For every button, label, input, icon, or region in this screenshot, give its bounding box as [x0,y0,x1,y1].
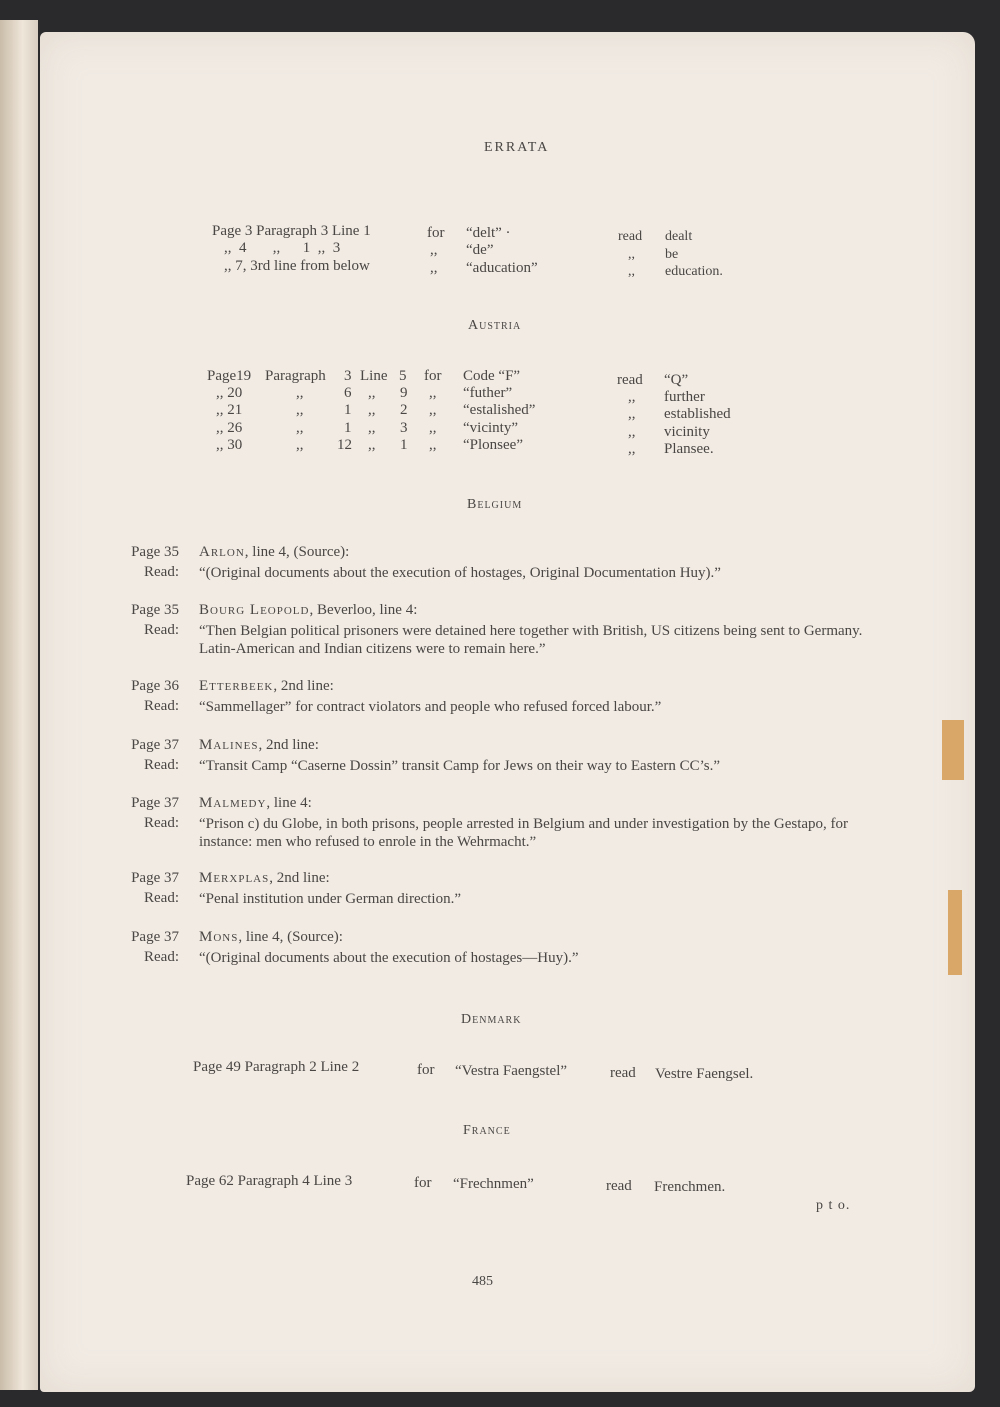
page-title: ERRATA [484,140,550,155]
austria-row-5-line: ,, [368,437,376,453]
belgium-entry-page: Page 35 [131,602,179,618]
torn-edge [948,890,962,975]
belgium-entry-heading [199,737,319,754]
belgium-entry-page: Page 35 [131,544,179,560]
austria-row-4-paragraph: ,, [296,420,304,436]
austria-row-4-line-number: 3 [400,420,408,436]
austria-row-3-line-number: 2 [400,402,408,418]
belgium-entry-place: Malines [199,737,259,753]
belgium-entry-correction: “(Original documents about the execution of hostages—Huy).” [199,950,579,966]
belgium-entry-read-label: Read: [144,698,179,714]
france-read: read [606,1178,632,1194]
austria-row-2-page: ,, 20 [216,385,243,401]
austria-row-2-wrong: “futher” [463,385,513,401]
belgium-entry-correction: “(Original documents about the execution of hostages, Original Documentation Huy).” [199,565,721,581]
please-turn-over: p t o. [816,1198,851,1213]
austria-row-4-paragraph-number: 1 [344,420,352,436]
austria-row-2-for: ,, [429,385,437,401]
austria-row-5-paragraph-number: 12 [337,437,352,453]
austria-row-3-read: ,, [628,406,636,422]
errata-row-1-read: read [618,229,643,244]
austria-row-5-read: ,, [628,441,636,457]
austria-row-1-page: Page19 [207,368,252,384]
errata-row-2-page: ,, 4 ,, 1 ,, 3 [224,240,341,256]
section-heading-belgium: Belgium [467,497,523,512]
errata-row-3-wrong: “aducation” [466,260,538,276]
belgium-entry-place: Bourg Leopold [199,602,310,618]
belgium-entry-heading [199,602,417,619]
austria-row-1-line: Line [360,368,388,384]
belgium-entry-place: Malmedy [199,795,267,811]
austria-row-1-read: read [617,372,643,388]
belgium-entry-location: , line 4, (Source): [244,544,350,560]
belgium-entry-correction: “Transit Camp “Caserne Dossin” transit Camp for Jews on their way to Eastern CC’s.” [199,758,721,774]
austria-row-2-right: further [664,389,705,405]
errata-row-2-read: ,, [628,247,635,262]
errata-row-3-read: ,, [628,264,635,279]
austria-row-3-paragraph: ,, [296,402,304,418]
austria-row-3-page: ,, 21 [216,402,243,418]
belgium-entry-heading [199,678,334,695]
torn-edge [942,720,964,780]
austria-row-2-read: ,, [628,389,636,405]
belgium-entry-read-label: Read: [144,815,179,831]
belgium-entry-page: Page 37 [131,795,179,811]
austria-row-2-paragraph: ,, [296,385,304,401]
left-page-edge [0,20,38,1390]
belgium-entry-read-label: Read: [144,622,179,638]
austria-row-5-right: Plansee. [664,441,714,457]
errata-row-3-right: education. [665,264,723,279]
austria-row-5-line-number: 1 [400,437,408,453]
belgium-entry-page: Page 36 [131,678,179,694]
belgium-entry-location: , Beverloo, line 4: [309,602,418,618]
errata-row-1-wrong: “delt” · [466,225,511,241]
austria-row-1-line-number: 5 [399,368,407,384]
austria-row-4-page: ,, 26 [216,420,243,436]
page-number: 485 [472,1274,493,1289]
errata-row-1-page: Page 3 Paragraph 3 Line 1 [212,223,371,239]
austria-row-2-paragraph-number: 6 [344,385,352,401]
errata-row-3-page: ,, 7, 3rd line from below [224,258,370,274]
belgium-entry-page: Page 37 [131,929,179,945]
belgium-entry-correction: “Sammellager” for contract violators and people who refused forced labour.” [199,699,662,715]
austria-row-5-page: ,, 30 [216,437,243,453]
belgium-entry-correction: “Penal institution under German direction.” [199,891,462,907]
errata-row-2-for: ,, [430,242,438,258]
belgium-entry-page: Page 37 [131,870,179,886]
errata-row-2-right: be [665,247,679,262]
errata-row-1-for: for [427,225,445,241]
belgium-entry-place: Arlon [199,544,245,560]
belgium-entry-correction: “Then Belgian political prisoners were detained here together with British, US citizens being sent to Germany. Latin-American and Indian citizens were to remain here.” [199,623,863,657]
austria-row-3-paragraph-number: 1 [344,402,352,418]
belgium-entry-location: , line 4: [266,795,312,811]
belgium-entry-heading [199,929,343,946]
austria-row-5-for: ,, [429,437,437,453]
france-right: Frenchmen. [654,1179,726,1195]
france-for: for [414,1175,432,1191]
belgium-entry-location: , line 4, (Source): [238,929,343,945]
denmark-for: for [417,1062,435,1078]
belgium-entry-heading [199,870,330,887]
errata-row-3-for: ,, [430,260,438,276]
belgium-entry-location: , 2nd line: [269,870,330,886]
austria-row-4-for: ,, [429,420,437,436]
austria-row-3-right: established [664,406,731,422]
austria-row-1-for: for [424,368,442,384]
austria-row-4-wrong: “vicinty” [463,420,518,436]
section-heading-denmark: Denmark [461,1012,522,1027]
errata-row-1-right: dealt [665,229,693,244]
belgium-entry-location: , 2nd line: [258,737,319,753]
errata-row-2-wrong: “de” [466,242,494,258]
belgium-entry-read-label: Read: [144,949,179,965]
france-wrong: “Frechnmen” [453,1176,534,1192]
belgium-entry-place: Merxplas [199,870,270,886]
austria-row-4-read: ,, [628,424,636,440]
austria-row-3-for: ,, [429,402,437,418]
belgium-entry-heading [199,795,312,812]
austria-row-4-line: ,, [368,420,376,436]
austria-row-3-wrong: “estalished” [463,402,536,418]
belgium-entry-read-label: Read: [144,890,179,906]
belgium-entry-correction: “Prison c) du Globe, in both prisons, people arrested in Belgium and under investigation by the Gestapo, for instance: men who refused to enrole in the Wehrmacht.” [199,816,849,850]
austria-row-1-right: “Q” [664,372,689,388]
section-heading-france: France [463,1123,511,1138]
belgium-entry-location: , 2nd line: [273,678,334,694]
austria-row-2-line-number: 9 [400,385,408,401]
austria-row-1-paragraph-number: 3 [344,368,352,384]
belgium-entry-page: Page 37 [131,737,179,753]
belgium-entry-place: Etterbeek [199,678,274,694]
belgium-entry-read-label: Read: [144,564,179,580]
austria-row-2-line: ,, [368,385,376,401]
france-page: Page 62 Paragraph 4 Line 3 [186,1173,353,1189]
belgium-entry-read-label: Read: [144,757,179,773]
denmark-wrong: “Vestra Faengstel” [455,1063,568,1079]
austria-row-4-right: vicinity [664,424,710,440]
denmark-page: Page 49 Paragraph 2 Line 2 [193,1059,360,1075]
austria-row-1-wrong: Code “F” [463,368,521,384]
austria-row-5-wrong: “Plonsee” [463,437,523,453]
denmark-read: read [610,1065,636,1081]
belgium-entry-place: Mons [199,929,239,945]
section-heading-austria: Austria [468,318,522,333]
denmark-right: Vestre Faengsel. [655,1066,754,1082]
belgium-entry-heading [199,544,349,561]
austria-row-3-line: ,, [368,402,376,418]
austria-row-5-paragraph: ,, [296,437,304,453]
austria-row-1-paragraph: Paragraph [265,368,326,384]
